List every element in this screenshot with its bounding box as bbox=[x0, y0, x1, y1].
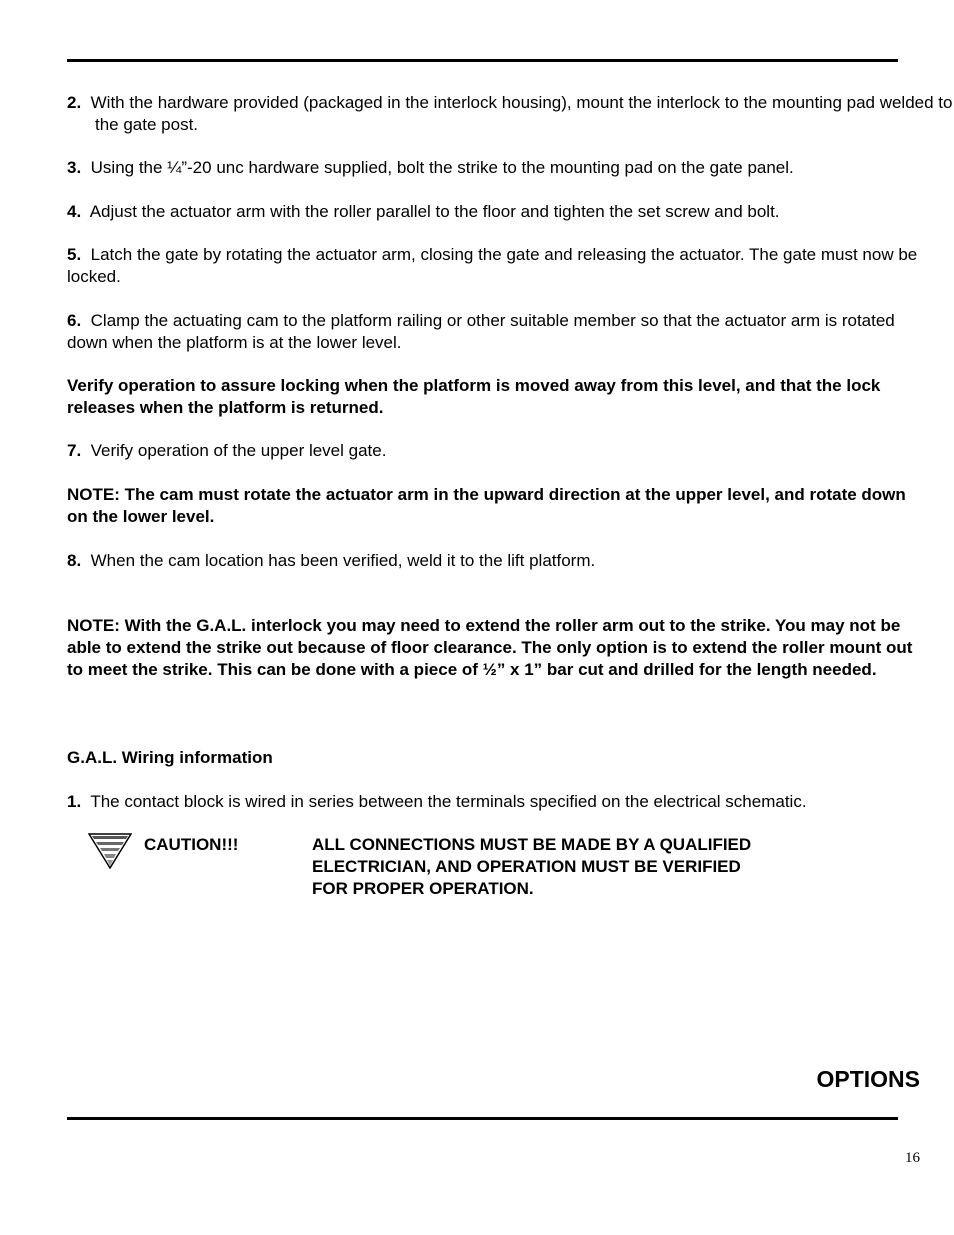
step-text: Verify operation of the upper level gate. bbox=[90, 441, 387, 460]
step-2 bbox=[67, 92, 954, 136]
step-text: Adjust the actuator arm with the roller parallel to the floor and tighten the set screw and bolt. bbox=[89, 202, 780, 221]
step-6 bbox=[67, 310, 927, 354]
step-number: 3. bbox=[67, 158, 82, 177]
top-rule bbox=[67, 59, 898, 62]
step-text: Latch the gate by rotating the actuator arm, closing the gate and releasing the actuator. The gate must now be locked. bbox=[67, 245, 918, 286]
step-text: With the hardware provided (packaged in the interlock housing), mount the interlock to the mounting pad welded to the gate post. bbox=[90, 93, 953, 134]
caution-label: CAUTION!!! bbox=[144, 835, 239, 854]
step-number: 8. bbox=[67, 551, 82, 570]
step-number: 7. bbox=[67, 441, 82, 460]
step-3 bbox=[67, 157, 927, 179]
step-text: Using the ¼”-20 unc hardware supplied, bolt the strike to the mounting pad on the gate panel. bbox=[90, 158, 794, 177]
verify-note: Verify operation to assure locking when the platform is moved away from this level, and that the lock releases when the platform is returned. bbox=[67, 376, 881, 417]
caution-line: ELECTRICIAN, AND OPERATION MUST BE VERIFIED bbox=[312, 857, 741, 876]
step-7 bbox=[67, 440, 927, 462]
section-title: OPTIONS bbox=[816, 1066, 920, 1092]
step-number: 1. bbox=[67, 792, 82, 811]
caution-text bbox=[312, 834, 872, 900]
step-text: The contact block is wired in series between the terminals specified on the electrical schematic. bbox=[90, 792, 807, 811]
caution-line: ALL CONNECTIONS MUST BE MADE BY A QUALIFIED bbox=[312, 835, 752, 854]
step-number: 5. bbox=[67, 245, 82, 264]
step-5 bbox=[67, 244, 927, 288]
page-number: 16 bbox=[905, 1150, 920, 1166]
gal-note: NOTE: With the G.A.L. interlock you may need to extend the roller arm out to the strike. You may not be able to extend the strike out because of floor clearance. The only option is to extend the roller mount out to meet the strike. This can be done with a piece of ½” x 1” bar cut and drilled for the length needed. bbox=[67, 616, 913, 679]
wiring-heading: G.A.L. Wiring information bbox=[67, 748, 273, 767]
cam-note: NOTE: The cam must rotate the actuator arm in the upward direction at the upper level, and rotate down on the lower level. bbox=[67, 485, 906, 526]
step-number: 4. bbox=[67, 202, 82, 221]
step-number: 2. bbox=[67, 93, 82, 112]
step-text: Clamp the actuating cam to the platform railing or other suitable member so that the actuator arm is rotated down when the platform is at the lower level. bbox=[67, 311, 895, 352]
caution-triangle-icon bbox=[88, 833, 132, 869]
bottom-rule bbox=[67, 1117, 898, 1120]
step-4 bbox=[67, 201, 927, 223]
step-number: 6. bbox=[67, 311, 82, 330]
step-8 bbox=[67, 550, 927, 572]
caution-line: FOR PROPER OPERATION. bbox=[312, 879, 534, 898]
wiring-step-1 bbox=[67, 791, 927, 813]
step-text: When the cam location has been verified, weld it to the lift platform. bbox=[90, 551, 596, 570]
